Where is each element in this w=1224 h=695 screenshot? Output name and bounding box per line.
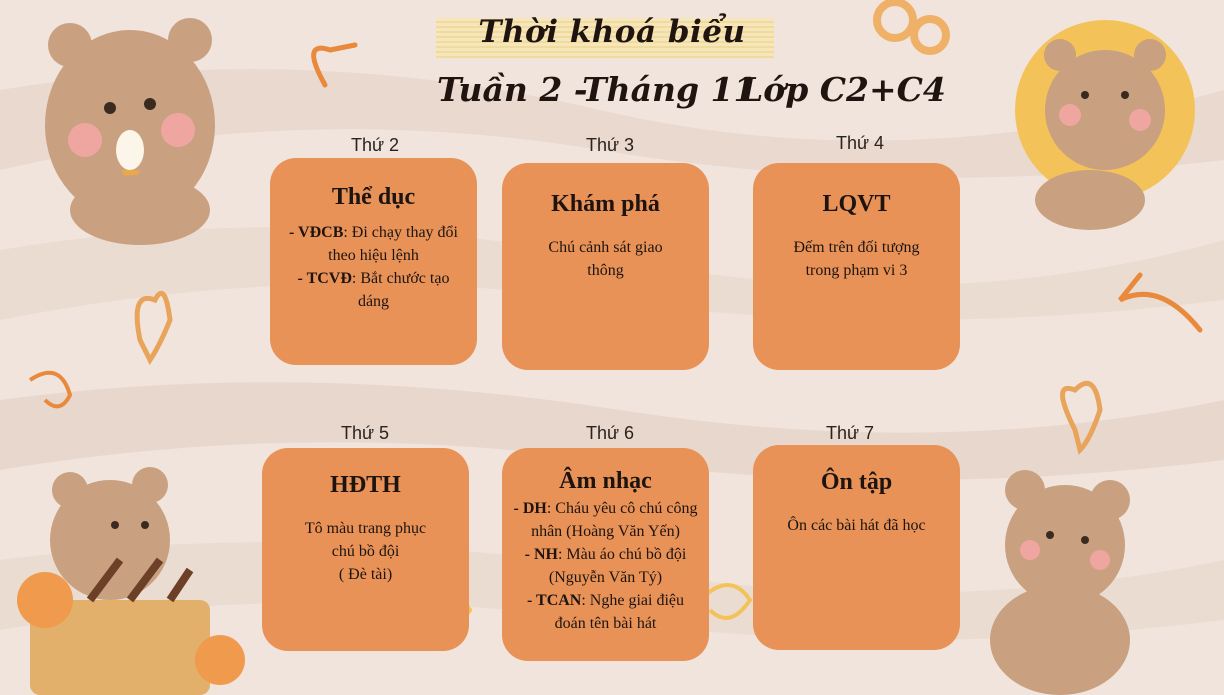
subject-title: Khám phá <box>551 191 660 217</box>
page-title: Thời khoá biểu <box>478 14 746 50</box>
subject-title: Âm nhạc <box>559 468 652 494</box>
week-label: Tuần 2 -Tháng 11 <box>437 70 757 109</box>
activity-line: - DH: Cháu yêu cô chú công nhân (Hoàng Văn Yến) <box>513 500 698 540</box>
activity-line: - TCAN: Nghe giai điệu đoán tên bài hát <box>526 592 684 632</box>
subject-title: Thể dục <box>331 184 416 210</box>
activity-line: - NH: Màu áo chú bồ đội (Nguyễn Văn Tý) <box>524 546 687 586</box>
subject-title: Ôn tập <box>820 469 893 495</box>
subject-title: LQVT <box>822 191 891 217</box>
activity-line: Đếm trên đối tượng trong phạm vi 3 <box>793 239 920 279</box>
schedule-card-thu-7 <box>753 445 960 650</box>
day-label-thu-2: Thứ 2 <box>350 135 400 155</box>
class-label: Lớp C2+C4 <box>740 70 946 109</box>
schedule-card-thu-6 <box>502 448 709 661</box>
bear-icon <box>990 470 1130 695</box>
activity-line: - VĐCB: Đi chạy thay đổi theo hiệu lệnh <box>288 224 458 264</box>
schedule-card-thu-2 <box>270 158 477 365</box>
day-label-thu-5: Thứ 5 <box>340 423 390 443</box>
activity-line: Ôn các bài hát đã học <box>787 517 926 534</box>
activity-line: Tô màu trang phục chú bồ đội <box>304 520 427 560</box>
heart-icon <box>137 293 170 360</box>
sun-bear-icon <box>1015 20 1195 230</box>
day-label-thu-4: Thứ 4 <box>835 133 885 153</box>
schedule-card-thu-4 <box>753 163 960 370</box>
schedule-card-thu-5 <box>262 448 469 651</box>
subject-title: HĐTH <box>330 472 401 498</box>
day-label-thu-3: Thứ 3 <box>585 135 635 155</box>
schedule-card-thu-3 <box>502 163 709 370</box>
activity-line: - TCVĐ: Bắt chước tạo dáng <box>297 270 450 310</box>
activity-line: ( Đè tài) <box>338 566 393 583</box>
day-label-thu-6: Thứ 6 <box>585 423 635 443</box>
day-label-thu-7: Thứ 7 <box>825 423 875 443</box>
activity-line: Chú cảnh sát giao thông <box>548 239 663 279</box>
bear-icon <box>45 18 215 245</box>
